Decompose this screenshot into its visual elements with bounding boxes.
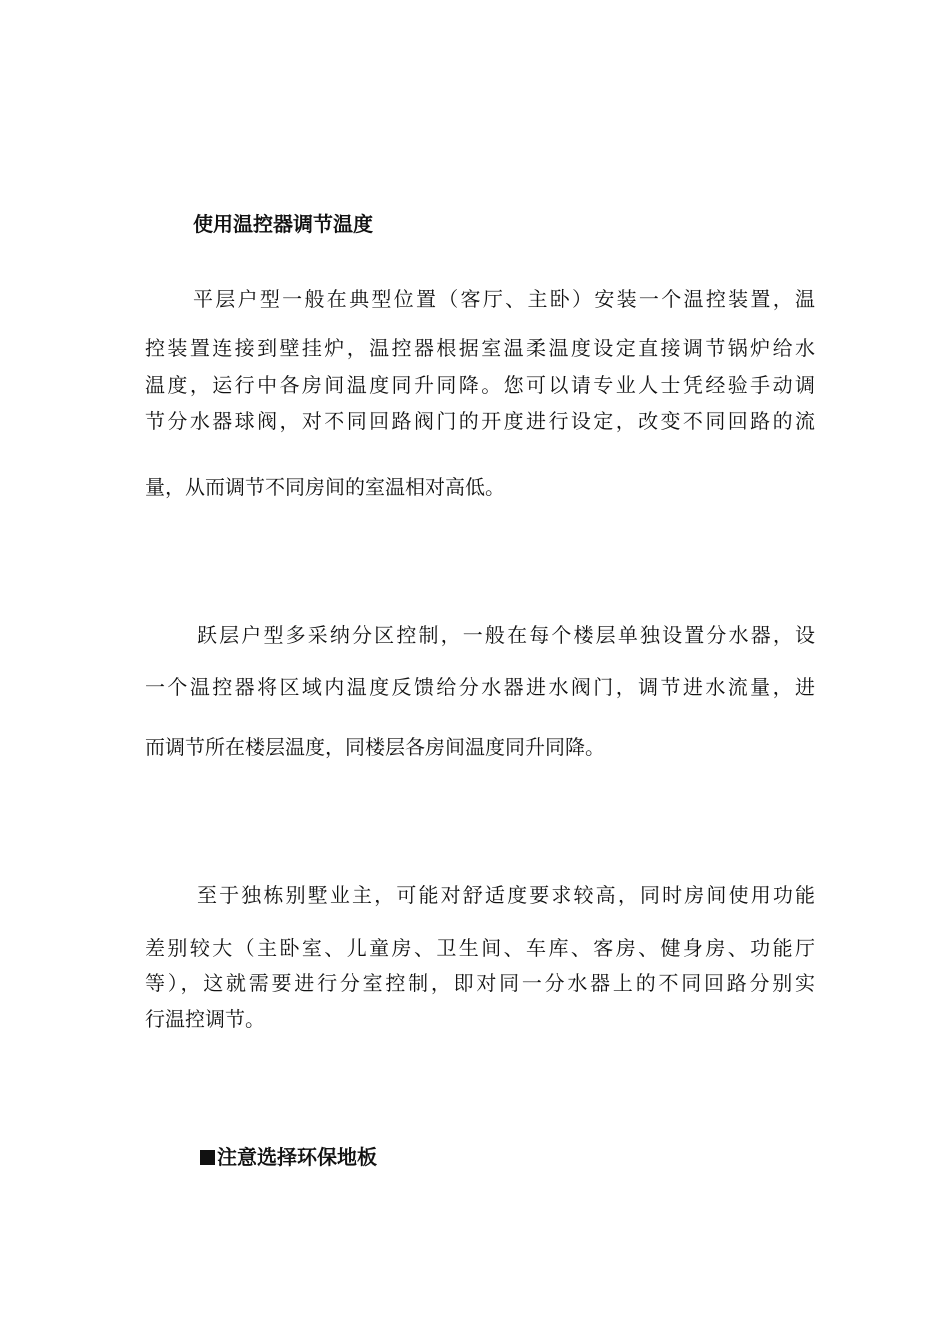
- paragraph-line: 等），这就需要进行分室控制，即对同一分水器上的不同回路分别实: [145, 971, 815, 995]
- paragraph-line: 跃层户型多采纳分区控制，一般在每个楼层单独设置分水器，设: [197, 623, 815, 647]
- paragraph-line: 量，从而调节不同房间的室温相对高低。: [145, 475, 505, 499]
- paragraph-line: 一个温控器将区域内温度反馈给分水器进水阀门，调节进水流量，进: [145, 675, 815, 699]
- paragraph-line: 而调节所在楼层温度，同楼层各房间温度同升同降。: [145, 735, 605, 759]
- black-square-icon: [200, 1150, 215, 1165]
- paragraph-line: 行温控调节。: [145, 1007, 265, 1031]
- paragraph-line: 差别较大（主卧室、儿童房、卫生间、车库、客房、健身房、功能厅: [145, 936, 815, 960]
- paragraph-line: 至于独栋别墅业主，可能对舒适度要求较高，同时房间使用功能: [197, 883, 815, 907]
- section-heading-thermostat: 使用温控器调节温度: [193, 212, 373, 236]
- paragraph-line: 节分水器球阀，对不同回路阀门的开度进行设定，改变不同回路的流: [145, 409, 815, 433]
- section-heading-text: 注意选择环保地板: [217, 1145, 377, 1169]
- paragraph-line: 平层户型一般在典型位置（客厅、主卧）安装一个温控装置，温: [193, 287, 815, 311]
- paragraph-line: 温度，运行中各房间温度同升同降。您可以请专业人士凭经验手动调: [145, 373, 815, 397]
- section-heading-flooring: [200, 1143, 377, 1171]
- paragraph-line: 控装置连接到壁挂炉，温控器根据室温柔温度设定直接调节锅炉给水: [145, 336, 815, 360]
